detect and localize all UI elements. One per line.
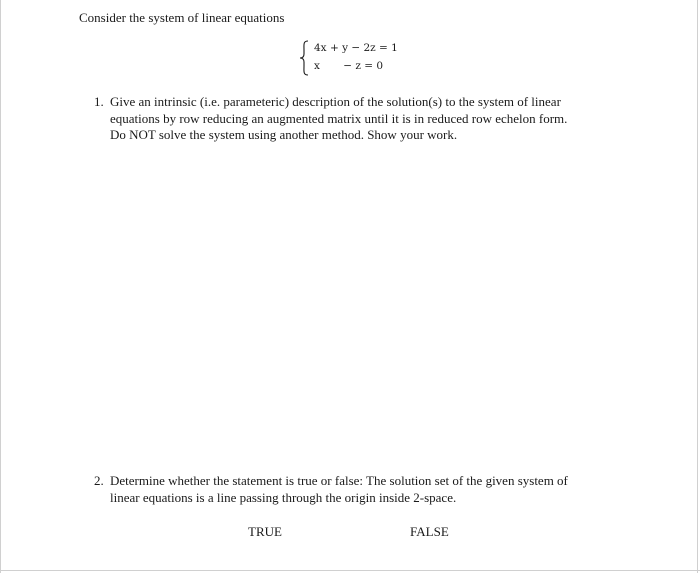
page-border-bottom	[0, 570, 700, 571]
option-true[interactable]: TRUE	[248, 524, 282, 539]
page-border-right	[697, 0, 698, 573]
page-border-left	[0, 0, 1, 573]
question-2-line: Determine whether the statement is true or false: The solution set of the given system of	[110, 473, 568, 488]
equation-system	[298, 40, 408, 76]
question-1-line: Do NOT solve the system using another method. Show your work.	[110, 127, 458, 142]
question-2-number: 2.	[94, 473, 104, 488]
intro-text: Consider the system of linear equations	[79, 10, 285, 25]
option-false[interactable]: FALSE	[410, 524, 449, 539]
question-1-body	[110, 94, 630, 144]
left-brace-icon	[298, 40, 310, 76]
equation-1: 4x + y − 2z = 1	[314, 42, 398, 54]
question-2-line: linear equations is a line passing through the origin inside 2-space.	[110, 489, 457, 505]
question-1-line: Give an intrinsic (i.e. parameteric) description of the solution(s) to the system of linear	[110, 94, 561, 109]
question-2-body	[110, 473, 630, 506]
equation-2: x − z = 0	[314, 60, 384, 72]
question-1-line: equations by row reducing an augmented matrix until it is in reduced row echelon form.	[110, 110, 568, 126]
question-1-number: 1.	[94, 94, 104, 109]
